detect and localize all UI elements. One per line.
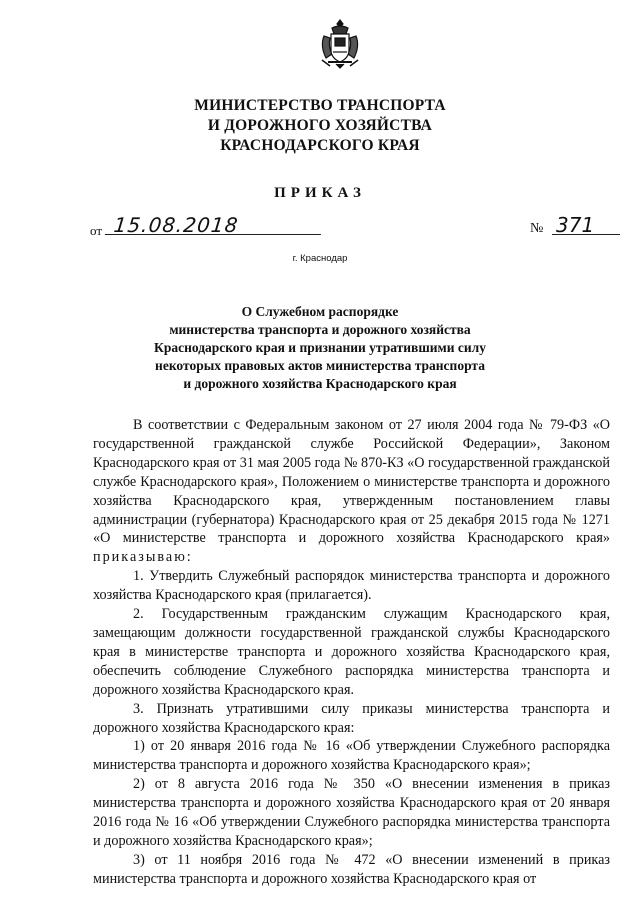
city-label: г. Краснодар — [292, 253, 348, 264]
intro-paragraph — [93, 416, 610, 567]
order-date-number-row — [90, 213, 620, 241]
ministry-line: КРАСНОДАРСКОГО КРАЯ — [220, 137, 420, 154]
intro-text: В соответствии с Федеральным законом от 27 июля 2004 года № 79-ФЗ «О государственной гражданской службе Российской Федерации», Законом Краснодарского края от 31 мая 2005 года № 870-КЗ «О государственной гражданской службе Краснодарского края», Положением о министерстве транспорта и дорожного хозяйства Краснодарского края, утвержденным постановлением главы администрации (губернатора) Краснодарского края от 25 декабря 2015 года № 1271 «О министерстве транспорта и дорожного хозяйства Краснодарского края» — [93, 417, 610, 547]
order-number-handwritten: 371 — [552, 213, 620, 235]
number-prefix: № — [530, 221, 544, 236]
subject-line: министерства транспорта и дорожного хозяйства — [169, 322, 471, 337]
subject-line: и дорожного хозяйства Краснодарского края — [183, 376, 457, 391]
item-2: 2. Государственным гражданским служащим Краснодарского края, замещающим должности государственной гражданской службы Краснодарского края в министерстве транспорта и дорожного хозяйства Краснодарского края, обеспечить соблюдение Служебного распорядка министерства транспорта и дорожного хозяйства Краснодарского края. — [93, 606, 610, 698]
ministry-name — [140, 96, 500, 156]
coat-of-arms-emblem — [318, 18, 362, 70]
ministry-line: МИНИСТЕРСТВО ТРАНСПОРТА — [194, 97, 446, 114]
subject-line: некоторых правовых актов министерства транспорта — [155, 358, 485, 373]
subject-line: О Служебном распорядке — [241, 304, 399, 319]
ministry-line: И ДОРОЖНОГО ХОЗЯЙСТВА — [207, 117, 433, 134]
item-3-2: 2) от 8 августа 2016 года № 350 «О внесении изменения в приказ министерства транспорта и дорожного хозяйства Краснодарского края от 20 января 2016 года № 16 «Об утверждении Служебного распорядка министерства транспорта и дорожного хозяйства Краснодарского края»; — [93, 776, 610, 849]
item-3-1: 1) от 20 января 2016 года № 16 «Об утверждении Служебного распорядка министерства транспорта и дорожного хозяйства Краснодарского края»; — [93, 738, 610, 774]
date-prefix: от — [90, 223, 103, 238]
item-3: 3. Признать утратившими силу приказы министерства транспорта и дорожного хозяйства Краснодарского края: — [93, 700, 610, 736]
subject-line: Краснодарского края и признании утратившими силу — [154, 340, 486, 355]
order-word: приказываю: — [93, 549, 193, 566]
order-body — [93, 416, 610, 889]
order-title: ПРИКАЗ — [274, 185, 366, 201]
item-3-3: 3) от 11 ноября 2016 года № 472 «О внесении изменений в приказ министерства транспорта и дорожного хозяйства Краснодарского края от — [93, 851, 610, 887]
order-subject — [120, 303, 520, 393]
order-date-handwritten: 15.08.2018 — [105, 213, 323, 235]
item-1: 1. Утвердить Служебный распорядок министерства транспорта и дорожного хозяйства Краснодарского края (прилагается). — [93, 568, 610, 604]
